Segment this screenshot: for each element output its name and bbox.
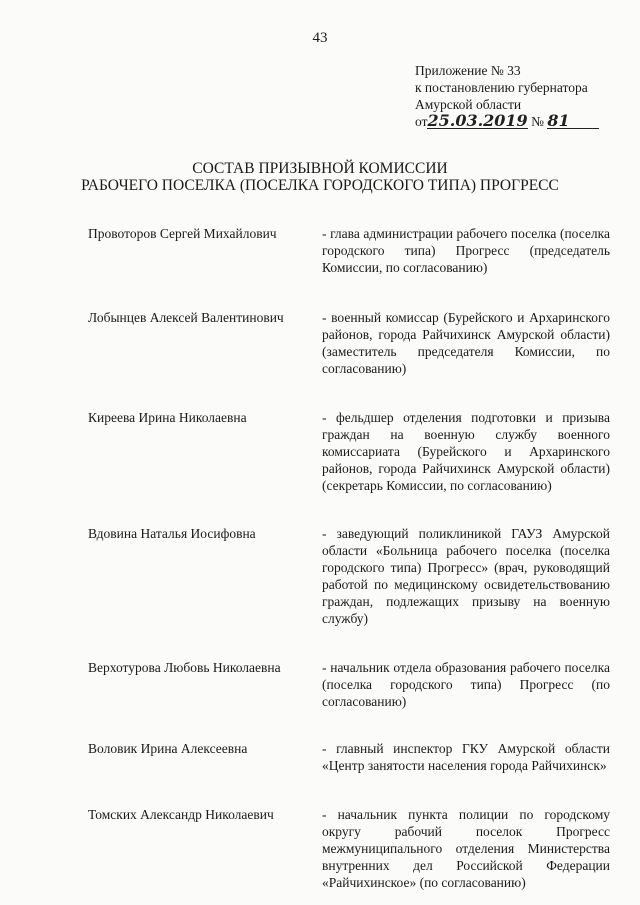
member-role: - фельдшер отделения подготовки и призыва граждан на военную службу военного комиссариата (Бурейского и Архаринского районов, города Райчихинск Амурской области) (секретарь Комиссии, по согласованию) <box>322 410 610 493</box>
member-row <box>88 525 613 627</box>
page-number: 43 <box>312 30 328 46</box>
appendix-line-1: Приложение № 33 <box>415 63 521 78</box>
member-role: - начальник пункта полиции по городскому округу рабочий поселок Прогресс межмуниципального отделения Министерства внутренних дел Российской Федерации «Райчихинское» (по согласованию) <box>322 807 610 890</box>
member-role: - начальник отдела образования рабочего поселка (поселка городского типа) Прогресс (по согласованию) <box>322 660 610 709</box>
member-row <box>88 409 613 494</box>
member-role: - военный комиссар (Бурейского и Архаринского районов, города Райчихинск Амурской области) (заместитель председателя Комиссии, по согласованию) <box>322 310 610 376</box>
appendix-line-2: к постановлению губернатора <box>415 80 588 95</box>
appendix-line-3: Амурской области <box>415 97 522 112</box>
member-name: Верхотурова Любовь Николаевна <box>88 660 281 675</box>
title-line-2: РАБОЧЕГО ПОСЕЛКА (ПОСЕЛКА ГОРОДСКОГО ТИПА) ПРОГРЕСС <box>81 177 559 194</box>
appendix-block <box>415 62 599 130</box>
member-role: - заведующий поликлиникой ГАУЗ Амурской области «Больница рабочего поселка (поселка городского типа) Прогресс» (врач, руководящий работой по медицинскому освидетельствованию граждан, подлежащих призыву на военную службу) <box>322 526 610 626</box>
member-role: - главный инспектор ГКУ Амурской области «Центр занятости населения города Райчихинск» <box>322 741 610 773</box>
member-row <box>88 659 613 710</box>
member-name: Томских Александр Николаевич <box>88 807 274 822</box>
member-name: Лобынцев Алексей Валентинович <box>88 310 284 325</box>
appendix-date-line <box>415 113 599 130</box>
member-role: - глава администрации рабочего поселка (поселка городского типа) Прогресс (председатель Комиссии, по согласованию) <box>322 226 610 275</box>
member-row <box>88 740 613 774</box>
member-row <box>88 309 613 377</box>
member-name: Воловик Ирина Алексеевна <box>88 741 248 756</box>
member-row <box>88 806 613 891</box>
member-name: Киреева Ирина Николаевна <box>88 410 247 425</box>
title-line-1: СОСТАВ ПРИЗЫВНОЙ КОМИССИИ <box>192 160 448 177</box>
document-title <box>0 160 640 194</box>
members-list <box>88 225 613 891</box>
member-row <box>88 225 613 276</box>
date-value: 25.03.2019 <box>427 111 528 130</box>
number-value: 81 <box>547 113 599 129</box>
member-name: Провоторов Сергей Михайлович <box>88 226 277 241</box>
date-prefix: от <box>415 114 428 129</box>
member-name: Вдовина Наталья Иосифовна <box>88 526 256 541</box>
number-prefix: № <box>531 114 544 129</box>
